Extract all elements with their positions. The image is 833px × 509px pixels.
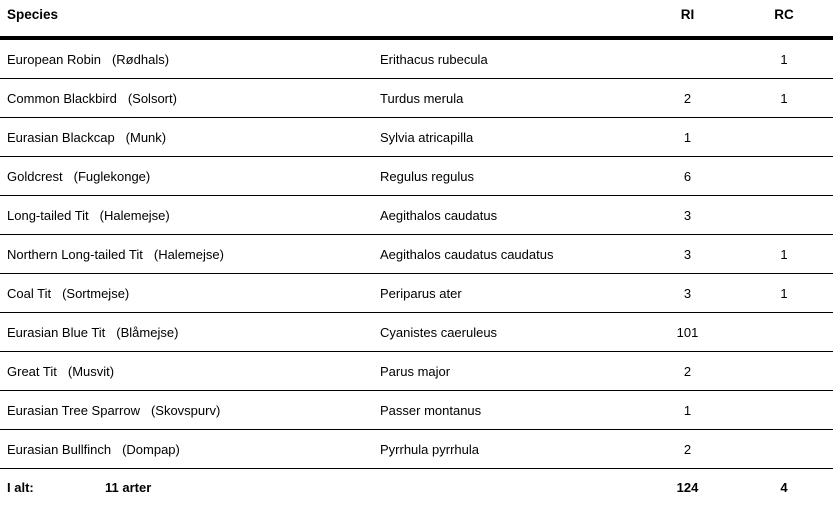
common-name: Common Blackbird	[7, 90, 117, 106]
ri-value: 1	[683, 402, 692, 418]
table-header-row	[0, 0, 833, 40]
ri-value: 6	[683, 168, 692, 184]
ri-value: 3	[683, 285, 692, 301]
scientific-name: Aegithalos caudatus caudatus	[380, 246, 554, 262]
local-name: (Dompap)	[122, 441, 180, 457]
common-name: Northern Long-tailed Tit	[7, 246, 143, 262]
rc-value: 1	[780, 246, 788, 262]
header-rc: RC	[774, 7, 794, 22]
table-row	[0, 40, 833, 79]
ri-value: 2	[683, 363, 692, 379]
table-row	[0, 118, 833, 157]
table-footer-row	[0, 469, 833, 506]
header-ri: RI	[680, 7, 695, 22]
common-name: Eurasian Bullfinch	[7, 441, 112, 457]
local-name: (Blåmejse)	[116, 324, 179, 340]
scientific-name: Regulus regulus	[380, 168, 474, 184]
scientific-name: Erithacus rubecula	[380, 51, 488, 67]
table-row	[0, 196, 833, 235]
rc-value: 1	[780, 51, 788, 67]
ri-value: 1	[683, 129, 692, 145]
header-species: Species	[7, 7, 59, 22]
common-name: Long-tailed Tit	[7, 207, 89, 223]
local-name: (Munk)	[125, 129, 167, 145]
table-row	[0, 391, 833, 430]
local-name: (Sortmejse)	[62, 285, 130, 301]
species-count: 11 arter	[105, 480, 152, 495]
local-name: (Skovspurv)	[150, 402, 221, 418]
ri-total: 124	[676, 480, 699, 495]
common-name: European Robin	[7, 51, 101, 67]
table-row	[0, 430, 833, 469]
ri-value: 2	[683, 441, 692, 457]
ri-value: 101	[676, 324, 699, 340]
common-name: Eurasian Tree Sparrow	[7, 402, 140, 418]
ri-value: 2	[683, 90, 692, 106]
local-name: (Musvit)	[67, 363, 115, 379]
rc-value: 1	[780, 90, 788, 106]
scientific-name: Parus major	[380, 363, 451, 379]
scientific-name: Aegithalos caudatus	[380, 207, 498, 223]
ri-value: 3	[683, 207, 692, 223]
local-name: (Fuglekonge)	[73, 168, 151, 184]
total-label: I alt:	[7, 480, 34, 495]
rc-total: 4	[780, 480, 788, 495]
local-name: (Solsort)	[127, 90, 177, 106]
table-row	[0, 79, 833, 118]
local-name: (Halemejse)	[153, 246, 224, 262]
table-row	[0, 313, 833, 352]
scientific-name: Sylvia atricapilla	[380, 129, 474, 145]
rc-value: 1	[780, 285, 788, 301]
scientific-name: Passer montanus	[380, 402, 482, 418]
common-name: Coal Tit	[7, 285, 52, 301]
scientific-name: Cyanistes caeruleus	[380, 324, 498, 340]
table-row	[0, 352, 833, 391]
common-name: Great Tit	[7, 363, 57, 379]
common-name: Goldcrest	[7, 168, 63, 184]
common-name: Eurasian Blackcap	[7, 129, 115, 145]
local-name: (Halemejse)	[99, 207, 170, 223]
local-name: (Rødhals)	[111, 51, 170, 67]
scientific-name: Periparus ater	[380, 285, 462, 301]
scientific-name: Pyrrhula pyrrhula	[380, 441, 479, 457]
table-row	[0, 157, 833, 196]
common-name: Eurasian Blue Tit	[7, 324, 106, 340]
table-row	[0, 235, 833, 274]
ri-value: 3	[683, 246, 692, 262]
scientific-name: Turdus merula	[380, 90, 464, 106]
table-row	[0, 274, 833, 313]
